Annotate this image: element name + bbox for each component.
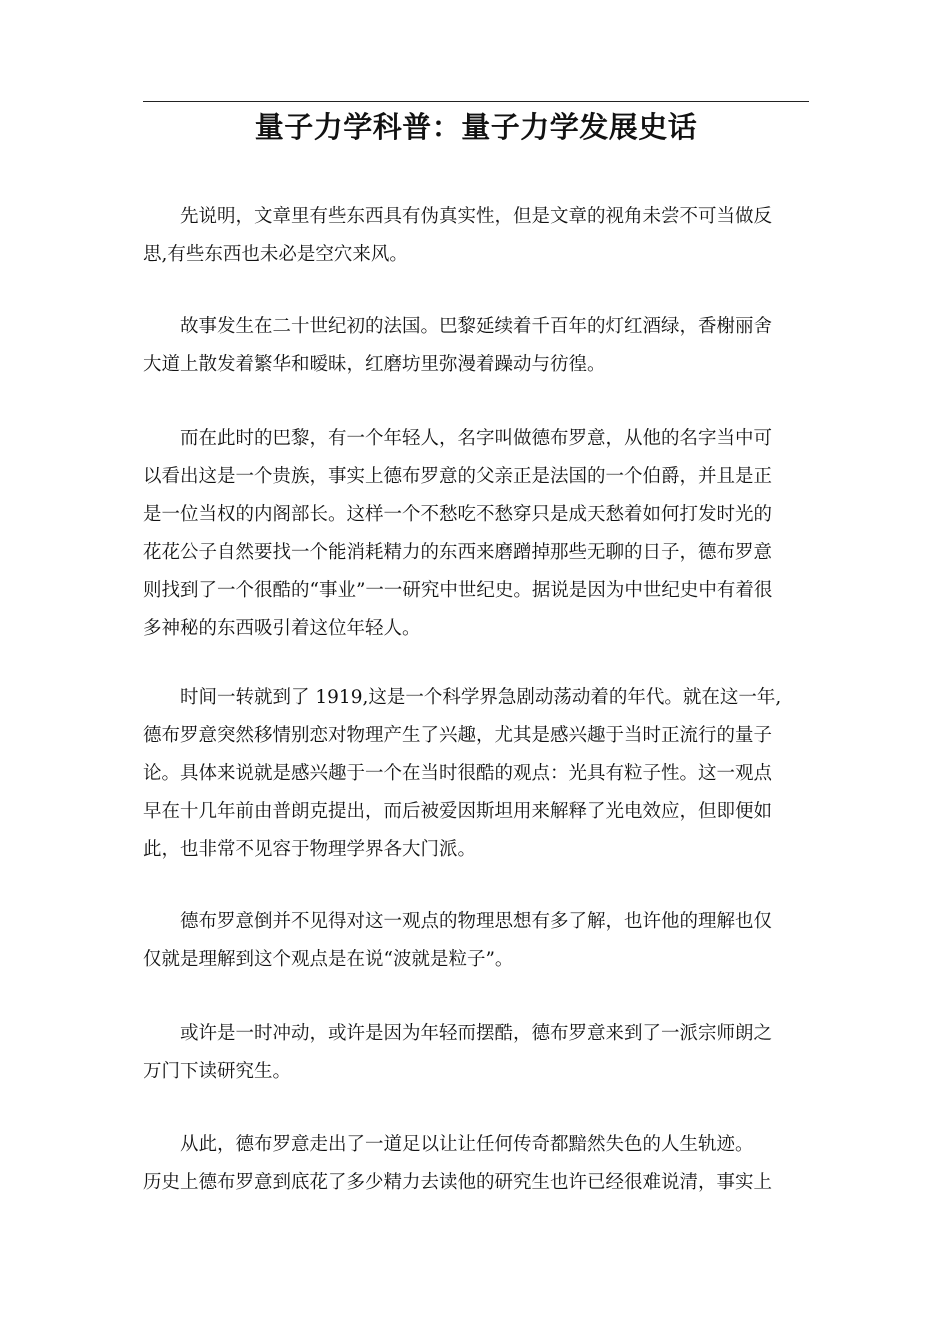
paragraph-1: [143, 198, 809, 274]
paragraph-line: 先说明，文章里有些东西具有伪真实性，但是文章的视角未尝不可当做反: [180, 206, 773, 227]
document-page: [143, 0, 809, 1344]
document-title: 量子力学科普：量子力学发展史话: [254, 110, 698, 144]
paragraph-line: 论。具体来说就是感兴趣于一个在当时很酷的观点：光具有粒子性。这一观点: [143, 763, 773, 784]
header-rule: [143, 101, 809, 102]
paragraph-line: 以看出这是一个贵族，事实上德布罗意的父亲正是法国的一个伯爵，并且是正: [143, 466, 773, 487]
paragraph-line: 历史上德布罗意到底花了多少精力去读他的研究生也许已经很难说清，事实上: [143, 1172, 773, 1193]
paragraph-line: 是一位当权的内阁部长。这样一个不愁吃不愁穿只是成天愁着如何打发时光的: [143, 504, 773, 525]
paragraph-line: 多神秘的东西吸引着这位年轻人。: [143, 618, 421, 639]
paragraph-6: [143, 1015, 809, 1091]
paragraph-3: [143, 420, 809, 648]
paragraph-line: 思,有些东西也未必是空穴来风。: [143, 244, 408, 265]
paragraph-line: 或许是一时冲动，或许是因为年轻而摆酷，德布罗意来到了一派宗师朗之: [180, 1023, 773, 1044]
paragraph-line: 仅就是理解到这个观点是在说“波就是粒子”。: [143, 949, 514, 970]
paragraph-line: 从此，德布罗意走出了一道足以让让任何传奇都黯然失色的人生轨迹。: [180, 1134, 754, 1155]
paragraph-line: 早在十几年前由普朗克提出，而后被爱因斯坦用来解释了光电效应，但即便如: [143, 801, 773, 822]
paragraph-line: 德布罗意突然移情别恋对物理产生了兴趣，尤其是感兴趣于当时正流行的量子: [143, 725, 773, 746]
paragraph-line: 则找到了一个很酷的“事业”一一研究中世纪史。据说是因为中世纪史中有着很: [143, 580, 773, 601]
paragraph-4: [143, 679, 809, 869]
paragraph-2: [143, 308, 809, 384]
paragraph-line: 花花公子自然要找一个能消耗精力的东西来磨蹭掉那些无聊的日子，德布罗意: [143, 542, 773, 563]
paragraph-line: 而在此时的巴黎，有一个年轻人，名字叫做德布罗意，从他的名字当中可: [180, 428, 773, 449]
paragraph-line: 万门下读研究生。: [143, 1061, 292, 1082]
paragraph-line: 故事发生在二十世纪初的法国。巴黎延续着千百年的灯红酒绿，香榭丽舍: [180, 316, 773, 337]
paragraph-5: [143, 903, 809, 979]
paragraph-line: 时间一转就到了 1919,这是一个科学界急剧动荡动着的年代。就在这一年,: [180, 687, 782, 708]
paragraph-line: 大道上散发着繁华和暧昧，红磨坊里弥漫着躁动与彷徨。: [143, 354, 606, 375]
paragraph-line: 此，也非常不见容于物理学界各大门派。: [143, 839, 477, 860]
paragraph-line: 德布罗意倒并不见得对这一观点的物理思想有多了解，也许他的理解也仅: [180, 911, 773, 932]
paragraph-7: [143, 1126, 809, 1202]
